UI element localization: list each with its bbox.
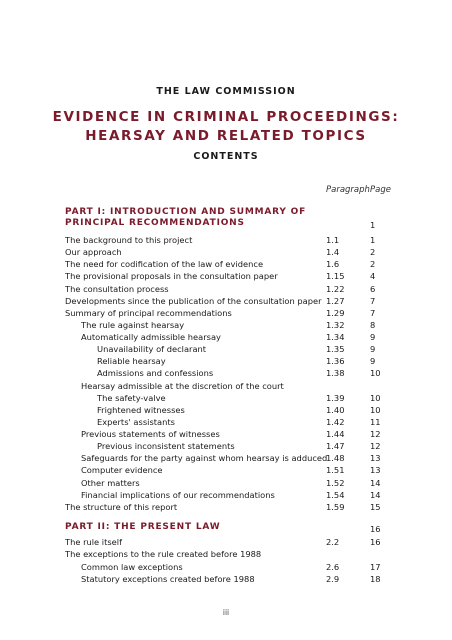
part-1-heading-line-1: PART I: INTRODUCTION AND SUMMARY OF	[65, 207, 307, 217]
column-header-paragraph: Paragraph	[326, 185, 370, 195]
toc-entry-page: 8	[370, 319, 376, 330]
toc-entry-title: The background to this project	[65, 235, 193, 245]
toc-entry-title: Experts' assistants	[97, 416, 175, 427]
toc-entry-title: Previous inconsistent statements	[97, 441, 235, 452]
toc-entry-title: Our approach	[65, 247, 122, 258]
toc-entry-page: 9	[370, 344, 376, 355]
toc-entry-page: 4	[370, 271, 376, 282]
toc-entry-title: The rule itself	[65, 537, 122, 547]
toc-entry-page: 2	[370, 259, 376, 270]
toc-entry-page: 12	[370, 429, 381, 440]
toc-entry-page: 11	[370, 416, 381, 427]
toc-entry-title: Unavailability of declarant	[97, 344, 207, 355]
toc-entry-title: Admissions and confessions	[97, 368, 214, 379]
toc-entry-page: 10	[370, 404, 381, 415]
toc-entry-paragraph: 1.38	[326, 368, 345, 379]
toc-entry-paragraph: 1.47	[326, 441, 345, 452]
toc-entry-page: 1	[370, 235, 376, 245]
toc-entry-paragraph: 1.32	[326, 319, 345, 330]
toc-entry-title: Financial implications of our recommendations	[81, 489, 275, 500]
toc-entry-page: 7	[370, 295, 376, 306]
toc-entry-page: 14	[370, 477, 381, 488]
toc-entry-paragraph: 1.40	[326, 404, 345, 415]
part-2-heading: PART II: THE PRESENT LAW	[65, 522, 221, 532]
contents-heading: CONTENTS	[193, 151, 259, 162]
toc-entry-paragraph: 2.6	[326, 561, 340, 572]
toc-entry-paragraph: 1.36	[326, 356, 345, 367]
toc-entry-title: The safety-valve	[97, 392, 166, 403]
toc-entry-title: Developments since the publication of the consultation paper	[65, 295, 322, 306]
toc-entry-paragraph: 1.54	[326, 489, 345, 500]
toc-entry-page: 10	[370, 392, 381, 403]
toc-entry	[0, 548, 452, 561]
toc-entry-page: 15	[370, 501, 381, 512]
toc-entry-title: Hearsay admissible at the discretion of the court	[81, 380, 284, 391]
page-number: iii	[222, 608, 230, 617]
toc-entry-title: Computer evidence	[81, 465, 163, 476]
toc-entry-title: The need for codification of the law of evidence	[65, 259, 264, 270]
toc-entry-paragraph: 1.48	[326, 453, 345, 464]
part-2-page: 16	[370, 524, 381, 534]
toc-entry-title: Previous statements of witnesses	[81, 429, 220, 440]
toc-entry-title: Statutory exceptions created before 1988	[81, 573, 255, 584]
toc-entry-page: 13	[370, 465, 381, 476]
toc-entry-page: 7	[370, 307, 376, 318]
toc-entry-paragraph: 1.52	[326, 477, 345, 488]
toc-entry-paragraph: 1.35	[326, 344, 345, 355]
toc-entry	[0, 536, 452, 549]
toc-entry-page: 14	[370, 489, 381, 500]
toc-entry-title: Automatically admissible hearsay	[81, 332, 221, 343]
toc-entry-paragraph: 1.27	[326, 295, 345, 306]
toc-entry-page: 13	[370, 453, 381, 464]
toc-entry-title: Summary of principal recommendations	[65, 307, 232, 318]
toc-entry-paragraph: 1.39	[326, 392, 345, 403]
toc-entry-title: The consultation process	[65, 283, 169, 294]
org-heading: THE LAW COMMISSION	[156, 86, 296, 97]
toc-entry-title: Reliable hearsay	[97, 356, 166, 367]
toc-entry-title: Other matters	[81, 477, 140, 488]
toc-entry-paragraph: 1.44	[326, 429, 345, 440]
toc-entry	[0, 573, 452, 586]
toc-entry-title: Frightened witnesses	[97, 404, 185, 415]
toc-entry-page: 17	[370, 561, 381, 572]
part-1-page: 1	[370, 220, 376, 230]
toc-entry-title: The structure of this report	[65, 501, 178, 512]
toc-entry-paragraph: 1.6	[326, 259, 340, 270]
title-line-2: HEARSAY AND RELATED TOPICS	[85, 128, 367, 144]
toc-entry-paragraph: 1.59	[326, 501, 345, 512]
toc-entry-page: 2	[370, 247, 376, 258]
toc-entry	[0, 561, 452, 574]
toc-entry-paragraph: 1.4	[326, 247, 340, 258]
toc-entry-page: 10	[370, 368, 381, 379]
toc-entry-page: 9	[370, 332, 376, 343]
toc-entry-page: 12	[370, 441, 381, 452]
title-line-1: EVIDENCE IN CRIMINAL PROCEEDINGS:	[52, 109, 400, 125]
part-1-heading-line-2: PRINCIPAL RECOMMENDATIONS	[65, 218, 245, 228]
toc-entry-paragraph: 1.29	[326, 307, 345, 318]
toc-entry-paragraph: 1.22	[326, 283, 345, 294]
toc-entry-page: 16	[370, 537, 381, 547]
toc-entry-page: 9	[370, 356, 376, 367]
toc-entry-paragraph: 1.1	[326, 235, 340, 245]
toc-entry-paragraph: 1.34	[326, 332, 345, 343]
toc-entry-paragraph: 1.51	[326, 465, 345, 476]
toc-entry-page: 6	[370, 283, 376, 294]
toc-entry-paragraph: 1.42	[326, 416, 345, 427]
toc-entry-title: The provisional proposals in the consultation paper	[65, 271, 278, 282]
toc-entry-paragraph: 1.15	[326, 271, 345, 282]
toc-entry-paragraph: 2.2	[326, 537, 340, 547]
toc-entry-title: The rule against hearsay	[81, 319, 185, 330]
toc-entry-title: Safeguards for the party against whom hearsay is adduced	[81, 453, 328, 464]
toc-entry-title: The exceptions to the rule created before 1988	[65, 549, 262, 560]
column-header-page: Page	[370, 185, 391, 195]
toc-entry-page: 18	[370, 573, 381, 584]
toc-entry-paragraph: 2.9	[326, 573, 340, 584]
toc-entry-title: Common law exceptions	[81, 561, 183, 572]
